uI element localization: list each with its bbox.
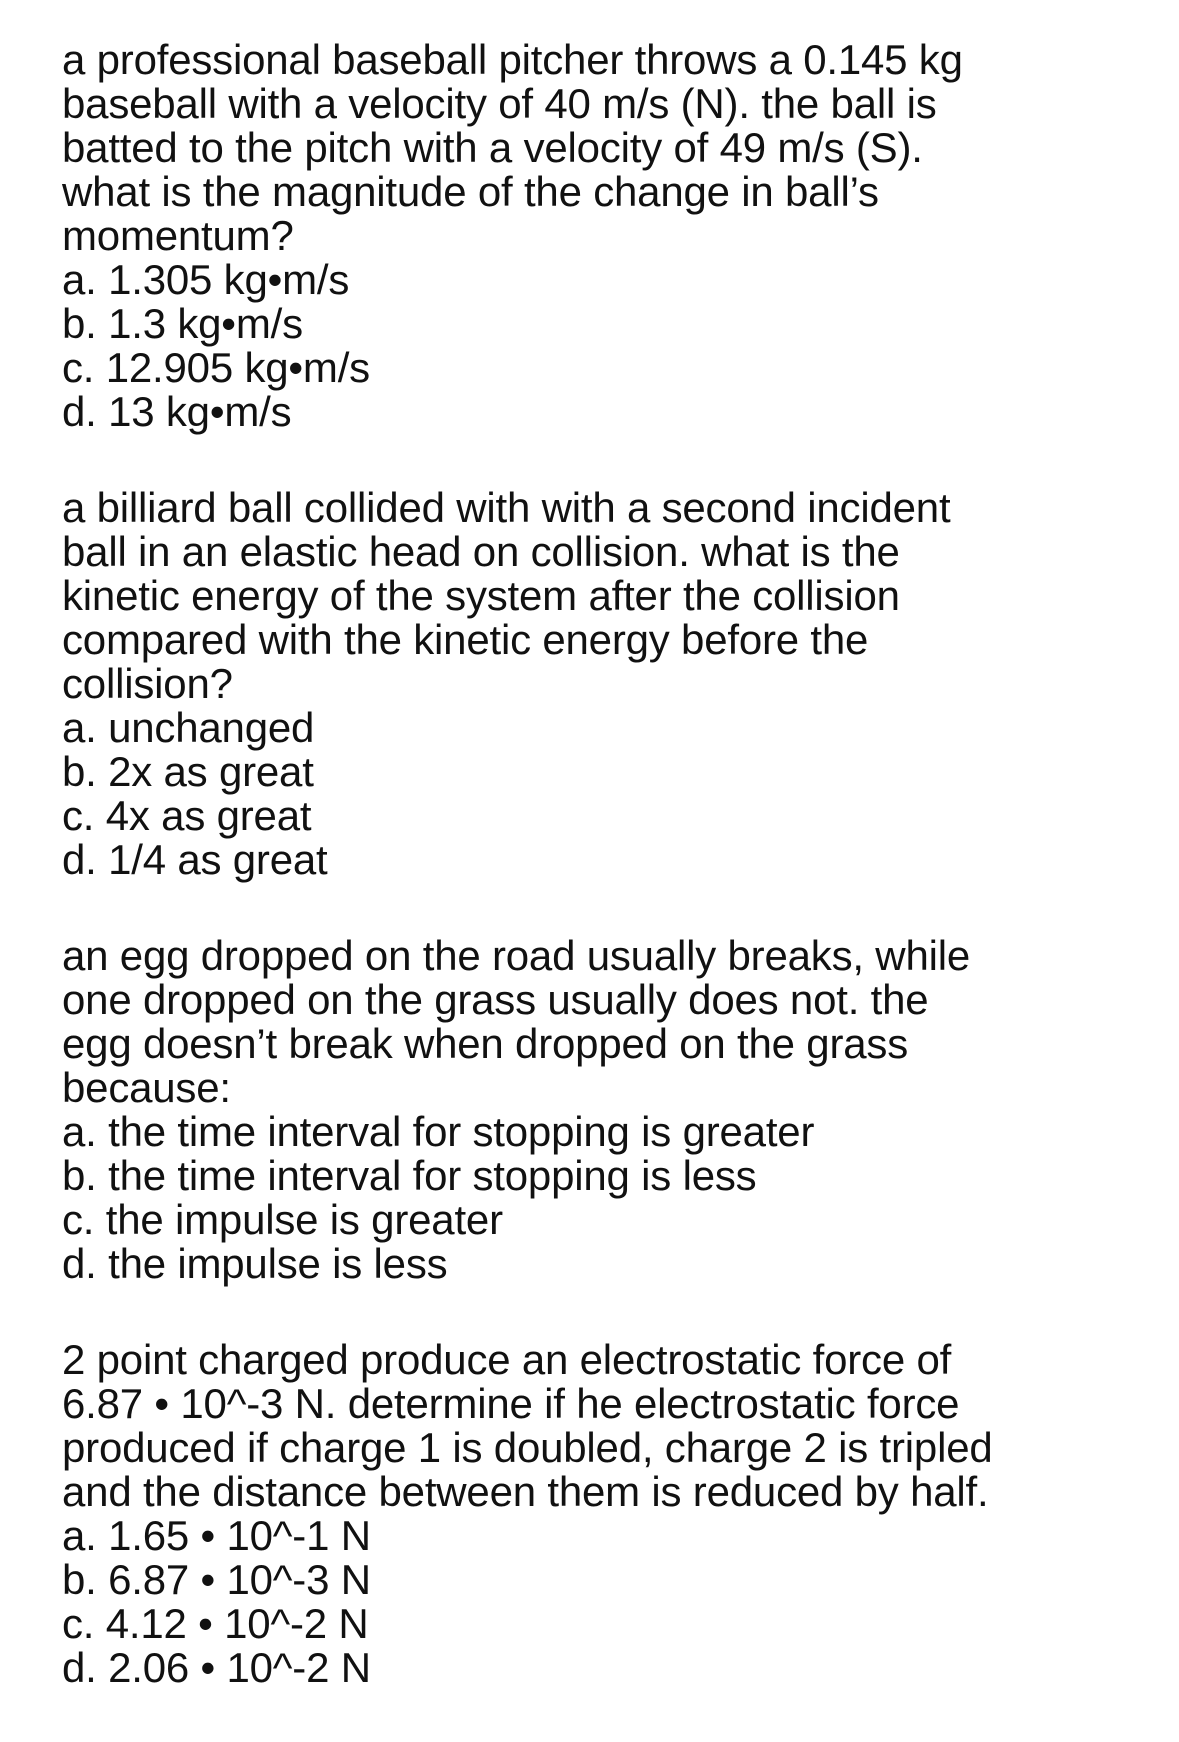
question-1-options — [62, 258, 1162, 434]
option-c: c. 12.905 kg•m/s — [62, 344, 370, 391]
question-4-text: 2 point charged produce an electrostatic force of 6.87 • 10^-3 N. determine if he electrostatic force produced if charge 1 is doubled, charge 2 is tripled and the distance between them is reduced by half. — [62, 1336, 993, 1515]
option-b: b. the time interval for stopping is less — [62, 1152, 757, 1199]
option-d: d. 2.06 • 10^-2 N — [62, 1644, 371, 1691]
option-b: b. 2x as great — [62, 748, 314, 795]
question-sheet — [62, 38, 1162, 1742]
question-3-text: an egg dropped on the road usually breaks, while one dropped on the grass usually does not. the egg doesn’t break when dropped on the grass because: — [62, 932, 971, 1111]
option-d: d. 13 kg•m/s — [62, 388, 292, 435]
question-2-options — [62, 706, 1162, 882]
question-1 — [62, 38, 1162, 434]
question-3 — [62, 934, 1162, 1286]
option-a: a. 1.305 kg•m/s — [62, 256, 350, 303]
option-a: a. the time interval for stopping is greater — [62, 1108, 815, 1155]
option-d: d. the impulse is less — [62, 1240, 448, 1287]
option-b: b. 1.3 kg•m/s — [62, 300, 303, 347]
question-4-options — [62, 1514, 1162, 1690]
question-4 — [62, 1338, 1162, 1690]
option-a: a. unchanged — [62, 704, 315, 751]
question-3-options — [62, 1110, 1162, 1286]
option-c: c. 4x as great — [62, 792, 312, 839]
question-2 — [62, 486, 1162, 882]
option-d: d. 1/4 as great — [62, 836, 328, 883]
question-1-text: a professional baseball pitcher throws a 0.145 kg baseball with a velocity of 40 m/s (N). the ball is batted to the pitch with a velocity of 49 m/s (S). what is the magnitude of the change in ball’s momentum? — [62, 36, 963, 259]
option-c: c. 4.12 • 10^-2 N — [62, 1600, 369, 1647]
question-2-text: a billiard ball collided with with a second incident ball in an elastic head on collision. what is the kinetic energy of the system after the collision compared with the kinetic energy before the collision? — [62, 484, 951, 707]
option-a: a. 1.65 • 10^-1 N — [62, 1512, 371, 1559]
option-b: b. 6.87 • 10^-3 N — [62, 1556, 371, 1603]
option-c: c. the impulse is greater — [62, 1196, 503, 1243]
